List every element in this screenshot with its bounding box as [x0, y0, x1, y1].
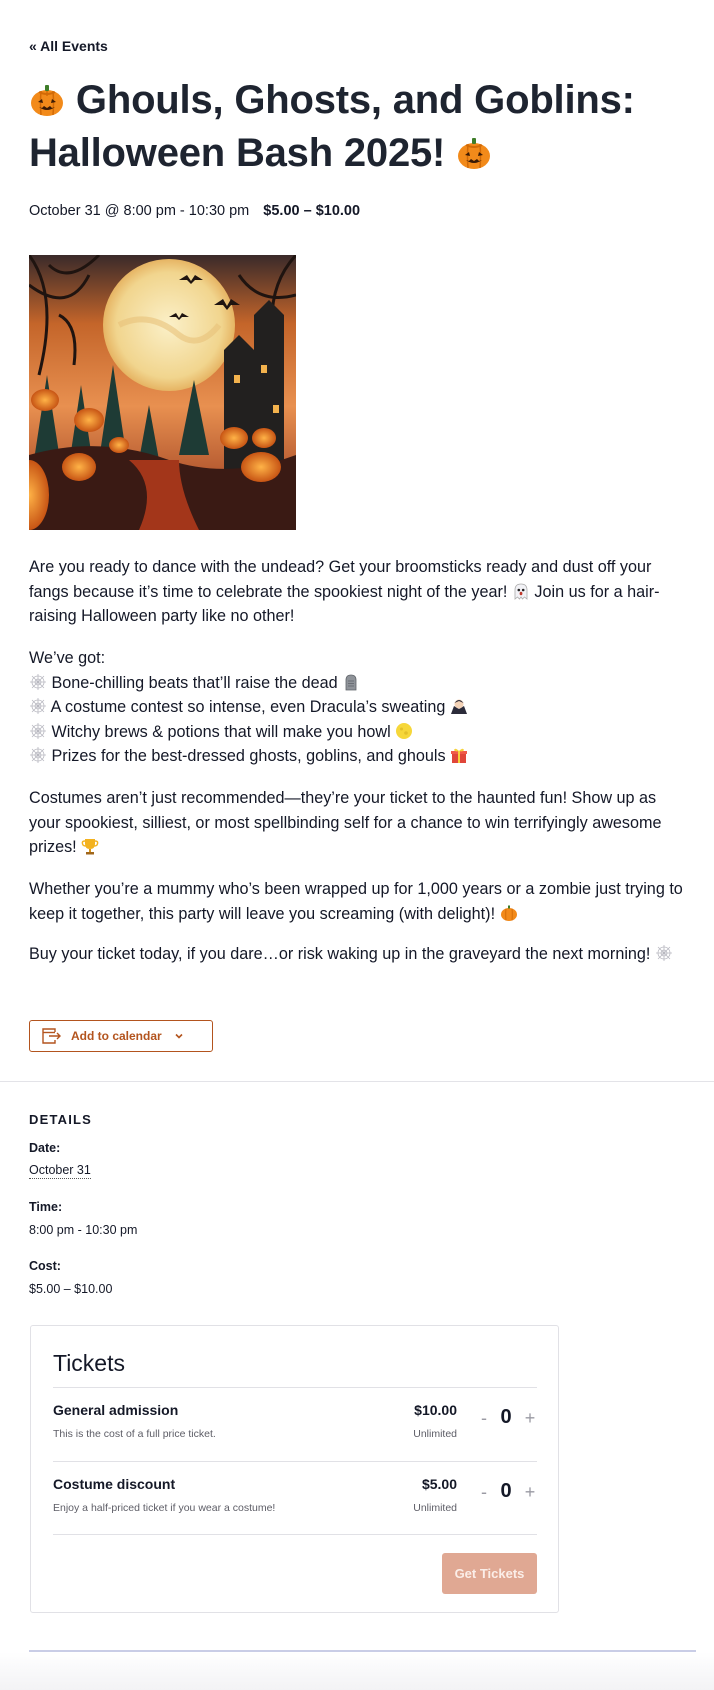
feature-text: A costume contest so intense, even Dracula’s sweating [50, 698, 446, 716]
ticket-name: General admission [53, 1402, 179, 1418]
pumpkin-icon [456, 136, 492, 170]
features-block [29, 646, 689, 769]
spider-web-icon [29, 697, 47, 715]
time-value: 8:00 pm - 10:30 pm [29, 1223, 138, 1237]
quantity-increase-button[interactable]: + [524, 1408, 536, 1428]
quantity-value[interactable]: 0 [500, 1480, 512, 1502]
feature-text: Witchy brews & potions that will make you howl [51, 722, 391, 741]
ticket-price: $10.00 [414, 1402, 457, 1418]
chevron-down-icon [174, 1031, 184, 1041]
spider-web-icon [29, 673, 47, 691]
full-moon-icon [395, 722, 413, 740]
spider-web-icon [655, 944, 673, 962]
tickets-rule [53, 1387, 537, 1388]
ticket-availability: Unlimited [413, 1428, 457, 1440]
feature-item [29, 720, 689, 745]
footer-area [0, 1652, 714, 1690]
date-label: Date: [29, 1141, 61, 1155]
feature-item [29, 695, 689, 720]
trophy-icon [81, 837, 99, 855]
description-buy [29, 942, 714, 967]
halloween-illustration [29, 255, 296, 530]
ticket-price: $5.00 [421, 1476, 457, 1492]
description-intro-tail: Join us for a hair-raising Halloween party like no other! [29, 582, 660, 625]
ticket-availability: Unlimited [413, 1502, 457, 1514]
details-heading: DETAILS [29, 1112, 93, 1127]
calendar-export-icon [42, 1028, 62, 1044]
description-whether-text: Whether you’re a mummy who’s been wrapped up for 1,000 years or a zombie just trying to keep it together, this party will leave you screaming (with delight)! [29, 880, 683, 923]
get-tickets-button[interactable]: Get Tickets [442, 1553, 537, 1594]
event-meta [29, 203, 360, 219]
add-to-calendar-button[interactable] [29, 1020, 213, 1052]
spider-web-icon [29, 722, 47, 740]
all-events-link[interactable]: « All Events [29, 38, 108, 54]
section-divider [0, 1081, 714, 1082]
cost-label: Cost: [29, 1259, 61, 1273]
date-value: October 31 [29, 1163, 91, 1177]
description-costumes [29, 786, 689, 860]
feature-text: Prizes for the best-dressed ghosts, goblins, and ghouls [51, 747, 446, 765]
description-intro-text: Are you ready to dance with the undead? Get your broomsticks ready and dust off your fangs because it’s time to celebrate the spookiest night of the year! [29, 558, 652, 601]
weve-got-label: We’ve got: [29, 649, 106, 667]
tickets-rule [53, 1534, 537, 1535]
pumpkin-icon [29, 83, 65, 117]
ticket-description: This is the cost of a full price ticket. [53, 1428, 216, 1440]
description-intro [29, 555, 689, 629]
gift-icon [450, 746, 468, 764]
time-label: Time: [29, 1200, 63, 1214]
feature-item [29, 744, 689, 769]
tickets-title: Tickets [53, 1350, 125, 1376]
event-title-text: Ghouls, Ghosts, and Goblins: Halloween Bash 2025! [29, 78, 635, 175]
quantity-decrease-button[interactable]: - [481, 1482, 487, 1502]
description-costumes-text: Costumes aren’t just recommended—they’re your ticket to the haunted fun! Show up as your spookiest, silliest, or most spellbinding self for a chance to win terrifyingly awesome prizes! [29, 789, 662, 856]
quantity-increase-button[interactable]: + [524, 1482, 536, 1502]
tickets-form [30, 1325, 559, 1613]
ticket-description: Enjoy a half-priced ticket if you wear a costume! [53, 1502, 276, 1514]
event-title [29, 74, 689, 180]
spider-web-icon [29, 746, 47, 764]
ticket-name: Costume discount [53, 1476, 176, 1492]
quantity-decrease-button[interactable]: - [481, 1408, 487, 1428]
pumpkin-icon [500, 904, 518, 922]
event-datetime: October 31 @ 8:00 pm - 10:30 pm [29, 203, 250, 219]
tickets-rule [53, 1461, 537, 1462]
event-cost: $5.00 – $10.00 [263, 203, 361, 219]
ghost-icon [512, 582, 530, 600]
vampire-icon [450, 697, 468, 715]
quantity-value[interactable]: 0 [500, 1406, 512, 1428]
cost-value: $5.00 – $10.00 [29, 1282, 113, 1296]
add-to-calendar-label: Add to calendar [71, 1029, 162, 1043]
feature-item [29, 671, 689, 696]
headstone-icon [342, 673, 360, 691]
description-buy-text: Buy your ticket today, if you dare…or risk waking up in the graveyard the next morning! [29, 945, 651, 963]
feature-text: Bone-chilling beats that’ll raise the dead [51, 673, 338, 692]
description-whether [29, 877, 689, 926]
